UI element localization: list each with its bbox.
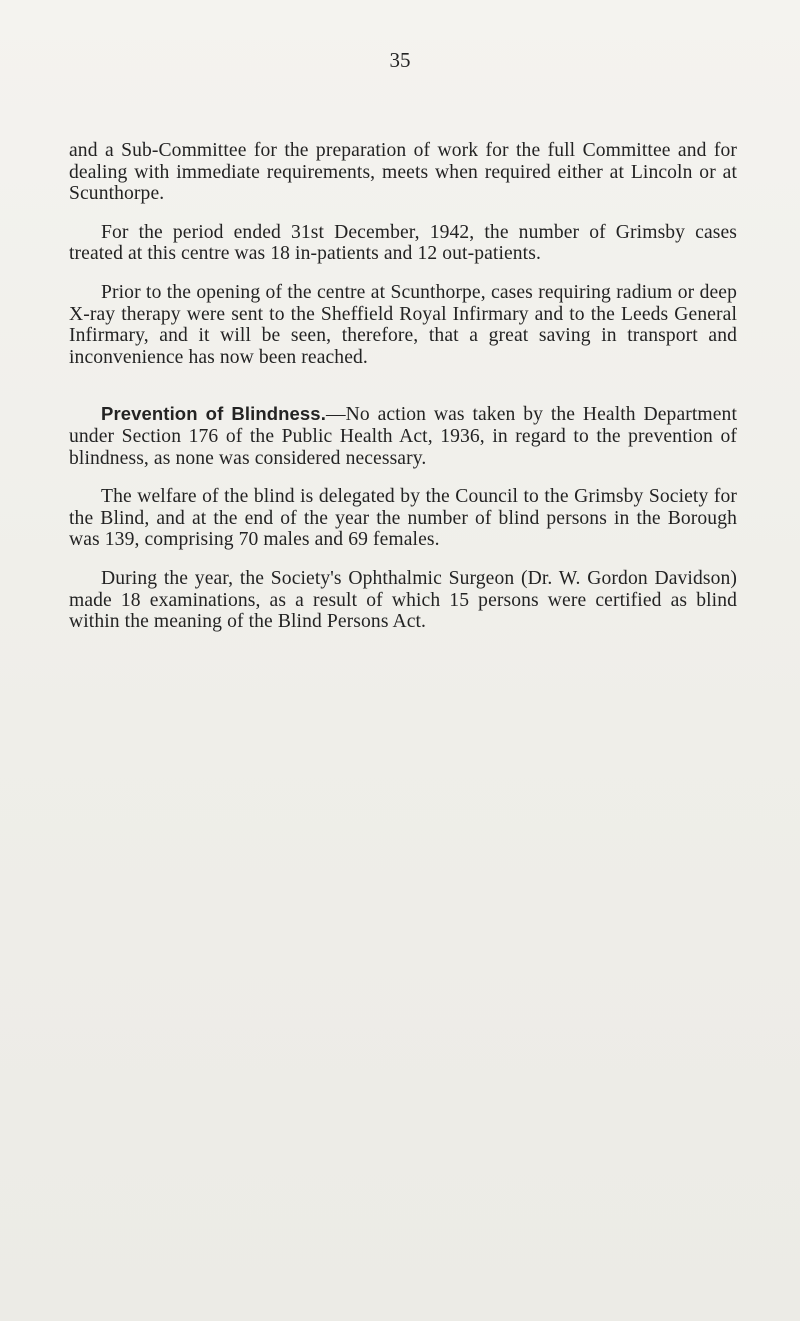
- paragraph-welfare-text: The welfare of the blind is delegated by the Council to the Grimsby Society for the Blind, and at the end of the year the number of blind persons in the Borough was 139, comprising 70 males and 69 females.: [69, 486, 737, 551]
- paragraph-prevention-of-blindness: [69, 403, 737, 469]
- paragraph-ophthalmic-surgeon: [69, 568, 737, 633]
- page-number: 35: [389, 48, 411, 72]
- paragraph-committee: [69, 140, 737, 205]
- paragraph-grimsby-cases: [69, 222, 737, 265]
- paragraph-welfare-of-blind: [69, 486, 737, 551]
- section-heading: Prevention of Blindness.: [101, 403, 326, 425]
- paragraph-ophthalmic-text: During the year, the Society's Ophthalmic Surgeon (Dr. W. Gordon Davidson) made 18 examinations, as a result of which 15 persons were certified as blind within the meaning of the Blind Persons Act.: [69, 567, 737, 633]
- paragraph-grimsby-cases-text: For the period ended 31st December, 1942, the number of Grimsby cases treated at this centre was 18 in-patients and 12 out-patients.: [69, 221, 737, 265]
- paragraph-scunthorpe-centre-text: Prior to the opening of the centre at Scunthorpe, cases requiring radium or deep X-ray therapy were sent to the Sheffield Royal Infirmary and to the Leeds General Infirmary, and it will be seen, therefore, that a great saving in transport and inconvenience has now been reached.: [69, 281, 737, 368]
- paragraph-prevention-text: —No action was taken by the Health Department under Section 176 of the Public Health Act, 1936, in regard to the prevention of blindness, as none was considered necessary.: [69, 404, 738, 469]
- paragraph-committee-text: and a Sub-Committee for the preparation of work for the full Committee and for dealing with immediate requirements, meets when required either at Lincoln or at Scunthorpe.: [69, 140, 737, 205]
- paragraph-scunthorpe-centre: [69, 282, 737, 368]
- body-text: [69, 140, 737, 650]
